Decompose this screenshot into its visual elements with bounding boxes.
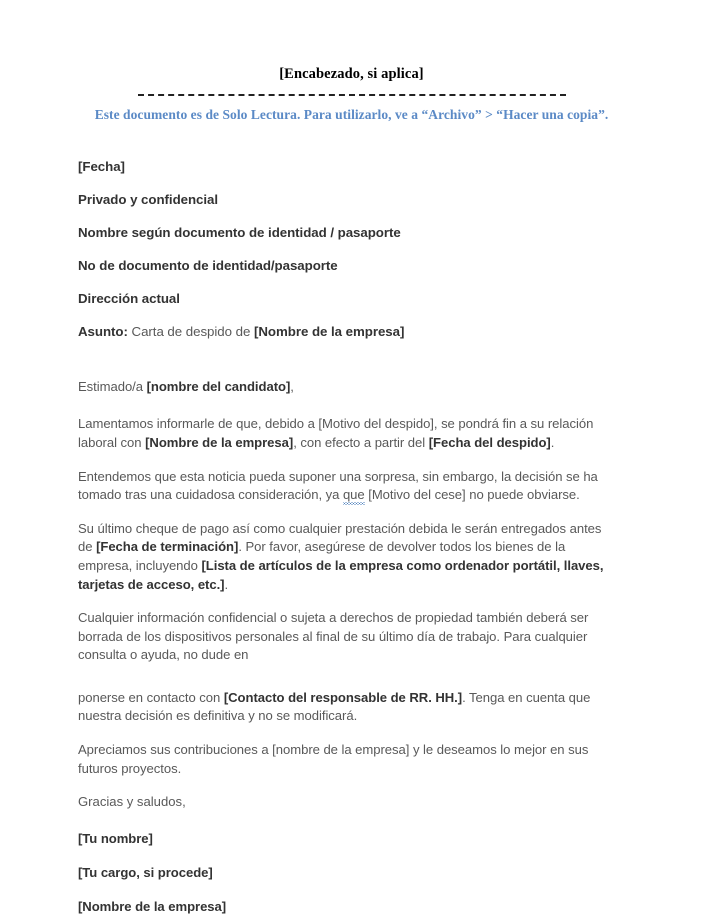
signature-name: [Tu nombre] xyxy=(78,830,153,846)
closing-line: Gracias y saludos, xyxy=(78,794,186,810)
p5-hr-contact: [Contacto del responsable de RR. HH.] xyxy=(223,689,463,705)
signature-company: [Nombre de la empresa] xyxy=(78,899,227,915)
paragraph-appreciation: Apreciamos sus contribuciones a [nombre de la empresa] y le deseamos lo mejor en sus futuros proyectos. xyxy=(78,741,589,776)
paragraph-final-pay xyxy=(78,520,613,594)
p1-termination-date: [Fecha del despido] xyxy=(428,435,551,451)
subject-company: [Nombre de la empresa] xyxy=(253,323,405,339)
subject-label: Asunto: xyxy=(78,323,128,339)
page-title: [Encabezado, si aplica] xyxy=(279,66,424,82)
p3-text-c: . xyxy=(224,576,229,592)
subject-text: Carta de despido de xyxy=(127,323,254,339)
salutation-suffix: , xyxy=(290,378,294,394)
meta-name-line: Nombre según documento de identidad / pasaporte xyxy=(78,225,401,241)
salutation-name: [nombre del candidato] xyxy=(146,378,291,394)
salutation-prefix: Estimado/a xyxy=(78,378,147,394)
p1-text-c: . xyxy=(550,435,555,451)
meta-subject xyxy=(78,323,613,341)
p1-text-a: Lamentamos informarle de que, debido a [Motivo del despido], se pondrá fin a su relación laboral con xyxy=(78,416,594,451)
p2-text-a: Entendemos que esta noticia pueda suponer una sorpresa, sin embargo, la decisión se ha tomado tras una cuidadosa consideración, ya xyxy=(78,468,598,503)
paragraph-decision-rationale xyxy=(78,468,613,505)
grammar-flagged-word[interactable]: que xyxy=(342,487,365,503)
paragraph-termination-notice xyxy=(78,415,613,452)
p1-text-b: , con efecto a partir del xyxy=(293,435,429,451)
p3-text-b: . Por favor, asegúrese de devolver todos los bienes de la empresa, incluyendo xyxy=(78,539,566,573)
letter-paragraphs xyxy=(78,378,613,917)
meta-address: Dirección actual xyxy=(78,291,180,307)
header-divider xyxy=(0,94,703,97)
meta-date: [Fecha] xyxy=(78,159,125,175)
p3-text-a: Su último cheque de pago así como cualquier prestación debida le serán entregados antes de xyxy=(78,520,602,555)
paragraph-salutation xyxy=(78,378,613,397)
p3-company-items: [Lista de artículos de la empresa como ordenador portátil, llaves, tarjetas de acceso, etc.] xyxy=(78,557,604,592)
meta-id-number: No de documento de identidad/pasaporte xyxy=(78,258,338,274)
document-header xyxy=(0,0,703,124)
read-only-notice: Este documento es de Solo Lectura. Para utilizarlo, ve a “Archivo” > “Hacer una copia”. xyxy=(94,107,609,123)
p5-text-b: . Tenga en cuenta que nuestra decisión es definitiva y no se modificará. xyxy=(78,689,591,724)
p1-company: [Nombre de la empresa] xyxy=(145,435,294,451)
letter-body xyxy=(0,158,703,916)
p3-termination-date: [Fecha de terminación] xyxy=(96,539,239,555)
paragraph-hr-contact xyxy=(78,689,613,726)
p2-text-b: [Motivo del cese] no puede obviarse. xyxy=(364,487,580,503)
signature-title: [Tu cargo, si procede] xyxy=(78,865,213,881)
paragraph-confidential-info: Cualquier información confidencial o sujeta a derechos de propiedad también deberá ser borrada de los dispositivos personales al final de su último día de trabajo. Para cualquier consulta o ayuda, no dude en xyxy=(78,610,589,663)
divider-line xyxy=(138,94,566,97)
letter-meta-block xyxy=(78,158,613,341)
p5-text-a: ponerse en contacto con xyxy=(78,689,224,705)
meta-confidential: Privado y confidencial xyxy=(78,192,219,208)
